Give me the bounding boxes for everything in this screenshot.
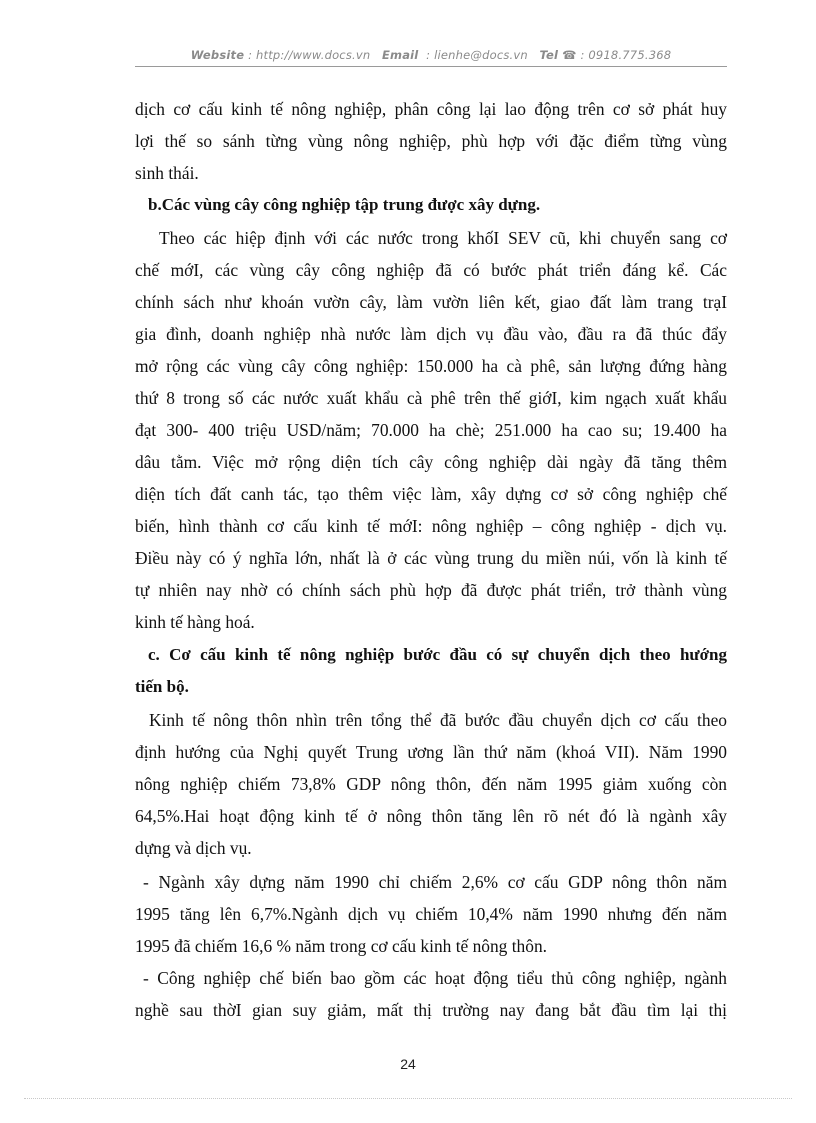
paragraph-line: tự nhiên nay nhờ có chính sách phù hợp đã được phát triển, trở thành vùng bbox=[135, 580, 727, 600]
paragraph-line: Theo các hiệp định với các nước trong khốI SEV cũ, khi chuyển sang cơ bbox=[159, 228, 727, 248]
tel-number: ☎ : 0918.775.368 bbox=[562, 48, 672, 62]
section-heading-b: b.Các vùng cây công nghiệp tập trung được xây dựng. bbox=[148, 195, 541, 214]
paragraph-line: đạt 300- 400 triệu USD/năm; 70.000 ha chè; 251.000 ha cao su; 19.400 ha bbox=[135, 420, 727, 440]
paragraph-line: mở rộng các vùng cây công nghiệp: 150.000 ha cà phê, sản lượng đứng hàng bbox=[135, 356, 727, 376]
paragraph-line: 1995 tăng lên 6,7%.Ngành dịch vụ chiếm 10,4% năm 1990 nhưng đến năm bbox=[135, 904, 727, 924]
paragraph-line: kinh tế hàng hoá. bbox=[135, 612, 255, 632]
paragraph-line: chế mớI, các vùng cây công nghiệp đã có bước phát triển đáng kể. Các bbox=[135, 260, 727, 280]
paragraph-line: 64,5%.Hai hoạt động kinh tế ở nông thôn tăng lên rõ nét đó là ngành xây bbox=[135, 806, 727, 826]
page-header bbox=[135, 48, 727, 62]
paragraph-line: nông nghiệp chiếm 73,8% GDP nông thôn, đến năm 1995 giảm xuống còn bbox=[135, 774, 727, 794]
paragraph-line: nghề sau thờI gian suy giảm, mất thị trường nay đang bắt đầu tìm lại thị bbox=[135, 1000, 727, 1020]
paragraph-line: định hướng của Nghị quyết Trung ương lần thứ năm (khoá VII). Năm 1990 bbox=[135, 742, 727, 762]
bullet-line: - Ngành xây dựng năm 1990 chỉ chiếm 2,6% cơ cấu GDP nông thôn năm bbox=[143, 872, 727, 892]
paragraph-line: biến, hình thành cơ cấu kinh tế mớI: nông nghiệp – công nghiệp - dịch vụ. bbox=[135, 516, 727, 536]
paragraph-line: sinh thái. bbox=[135, 163, 199, 183]
paragraph-line: dựng và dịch vụ. bbox=[135, 838, 252, 858]
bullet-line: - Công nghiệp chế biến bao gồm các hoạt động tiểu thủ công nghiệp, ngành bbox=[143, 968, 727, 988]
paragraph-line: diện tích đất canh tác, tạo thêm việc làm, xây dựng cơ sở công nghiệp chế bbox=[135, 484, 727, 504]
header-divider bbox=[135, 66, 727, 67]
paragraph-line: chính sách như khoán vườn cây, làm vườn liên kết, giao đất làm trang trạI bbox=[135, 292, 727, 312]
section-heading-c: c. Cơ cấu kinh tế nông nghiệp bước đầu có sự chuyển dịch theo hướng bbox=[148, 645, 727, 664]
paragraph-line: 1995 đã chiếm 16,6 % năm trong cơ cấu kinh tế nông thôn. bbox=[135, 936, 547, 956]
paragraph-line: Kinh tế nông thôn nhìn trên tổng thể đã bước đầu chuyển dịch cơ cấu theo bbox=[149, 710, 727, 730]
paragraph-line: lợi thế so sánh từng vùng nông nghiệp, phù hợp với đặc điểm từng vùng bbox=[135, 131, 727, 151]
email-address[interactable]: : lienhe@docs.vn bbox=[426, 48, 528, 62]
website-url[interactable]: : http://www.docs.vn bbox=[248, 48, 371, 62]
paragraph-line: thứ 8 trong số các nước xuất khẩu cà phê trên thế giớI, kim ngạch xuất khẩu bbox=[135, 388, 727, 408]
website-label: Website bbox=[190, 48, 245, 62]
email-label: Email bbox=[381, 48, 419, 62]
section-heading-c-continued: tiến bộ. bbox=[135, 677, 189, 696]
paragraph-line: gia đình, doanh nghiệp nhà nước làm dịch vụ đầu vào, đầu ra đã thúc đẩy bbox=[135, 324, 727, 344]
paragraph-line: dâu tằm. Việc mở rộng diện tích cây công nghiệp dài ngày đã tăng thêm bbox=[135, 452, 727, 472]
page-bottom-divider bbox=[24, 1098, 792, 1099]
page-number: 24 bbox=[400, 1056, 416, 1072]
tel-label: Tel bbox=[539, 48, 559, 62]
paragraph-line: dịch cơ cấu kinh tế nông nghiệp, phân công lại lao động trên cơ sở phát huy bbox=[135, 99, 727, 119]
paragraph-line: Điều này có ý nghĩa lớn, nhất là ở các vùng trung du miền núi, vốn là kinh tế bbox=[135, 548, 727, 568]
